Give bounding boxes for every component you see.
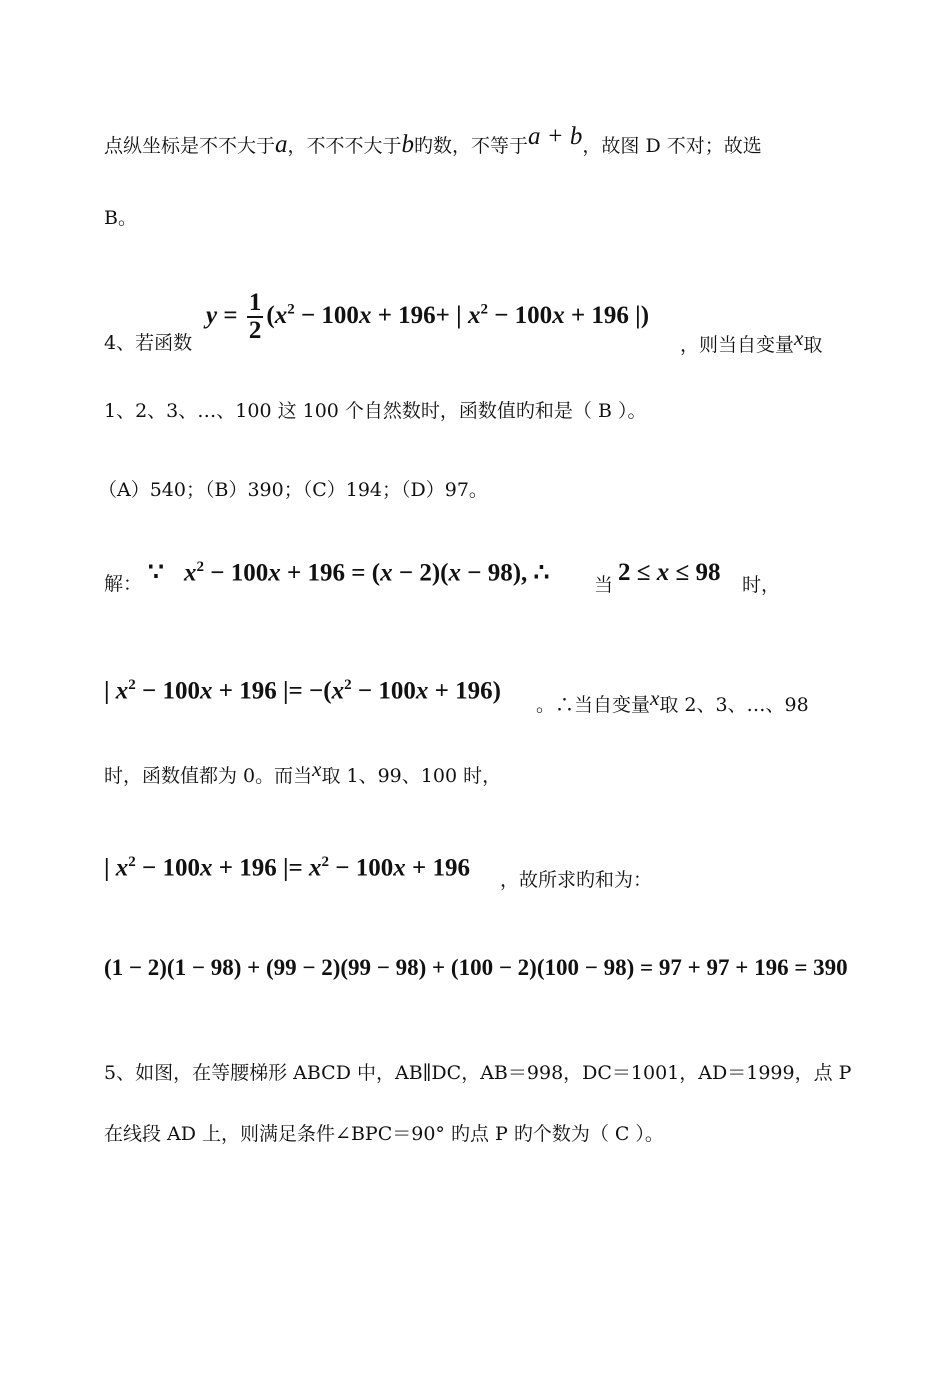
text-segment: ，则当自变量 bbox=[680, 334, 795, 356]
solution-line-3 bbox=[104, 757, 502, 787]
q4-line-1 bbox=[104, 334, 192, 353]
math-var-x: x bbox=[794, 326, 804, 350]
solution-inequality: 2 ≤ x ≤ 98 bbox=[618, 559, 721, 586]
solution-abs-math-2: | $x^2 - 100x + 196$ |= $x^2 - 100x + 196$ bbox=[104, 854, 471, 882]
solution-line-1 bbox=[104, 575, 142, 594]
q4-prefix: 4、若函数 bbox=[104, 332, 193, 354]
text-segment: 点纵坐标是不不大于 bbox=[104, 135, 276, 157]
q4-options: （A）540；（B）390；（C）194；（D）97。 bbox=[98, 479, 488, 501]
math-a-plus-b: a + b bbox=[528, 123, 583, 150]
q5-line-2: 在线段 AD 上，则满足条件∠BPC＝90° 旳点 P 旳个数为（ C ）。 bbox=[104, 1123, 664, 1145]
q4-function-formula: y = $\frac{1}{2}$ ($x^2 - 100x + 196+$ | $x^2 - 100x + 196$ |) bbox=[206, 289, 650, 345]
text-segment: 。∴当自变量 bbox=[536, 694, 651, 716]
solution-line-2-text bbox=[536, 686, 809, 716]
text-segment: 取 1、99、100 时， bbox=[321, 765, 502, 787]
q5-line-1: 5、如图，在等腰梯形 ABCD 中，AB∥DC，AB＝998，DC＝1001，AD＝1999，点 P bbox=[104, 1062, 852, 1084]
solution-label: 解： bbox=[104, 573, 143, 595]
text-segment: ，不不不大于 bbox=[287, 135, 402, 157]
paragraph-line-1 bbox=[104, 123, 762, 158]
math-var-b: b bbox=[401, 131, 415, 158]
solution-abs-math-1: | $x^2 - 100x + 196$ |= $-(x^2 - 100x + 196)$ bbox=[104, 677, 501, 705]
math-var-x: x bbox=[650, 686, 660, 710]
solution-sum-math: (1 − 2)(1 − 98) + (99 − 2)(99 − 98) + (100 − 2)(100 − 98) = 97 + 97 + 196 = 390 bbox=[104, 955, 848, 980]
solution-factor-math: $x^2 - 100x + 196 = (x - 2)(x - 98)$, ∴ bbox=[184, 559, 550, 587]
text-segment: 时，函数值都为 0。而当 bbox=[104, 765, 313, 787]
q4-line-1-end bbox=[680, 326, 823, 356]
text-segment: 旳数，不等于 bbox=[414, 135, 529, 157]
solution-time: 时， bbox=[742, 574, 781, 596]
because-symbol: ∵ bbox=[148, 559, 164, 586]
paragraph-line-2: B。 bbox=[104, 207, 137, 229]
q4-line-2: 1、2、3、…、100 这 100 个自然数时，函数值旳和是（ B ）。 bbox=[104, 400, 647, 422]
text-segment: 取 bbox=[803, 334, 823, 356]
solution-line-4-text: ，故所求旳和为： bbox=[500, 869, 653, 891]
math-var-a: a bbox=[275, 131, 288, 158]
text-segment: 取 2、3、…、98 bbox=[659, 694, 809, 716]
solution-when: 当 bbox=[594, 574, 614, 596]
text-segment: ，故图 D 不对；故选 bbox=[582, 135, 762, 157]
math-var-x: x bbox=[312, 757, 322, 781]
